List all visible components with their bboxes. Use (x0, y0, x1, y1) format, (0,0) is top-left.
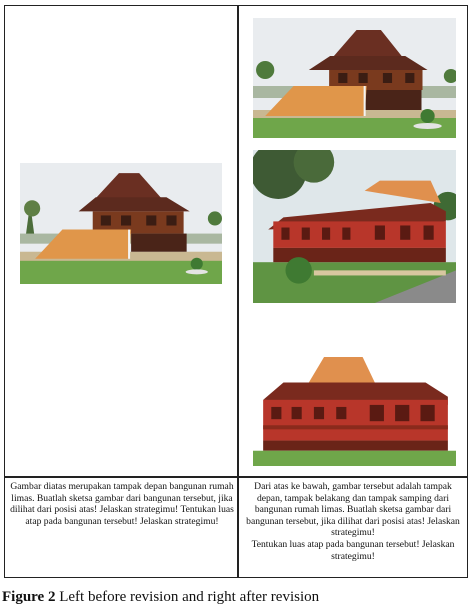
left-task-paragraph: Gambar diatas merupakan tampak depan bangunan rumah limas. Buatlah sketsa gambar dari bangunan tersebut, jika dilihat dari posisi atas! Jelaskan strategimu! Tentukan luas atap pada bangunan tersebut! Jelaskan strategimu! (10, 481, 234, 527)
right-task-paragraph-1: Dari atas ke bawah, gambar tersebut adalah tampak depan, tampak belakang dan tampak samping dari bangunan rumah limas. Buatlah sketsa gambar dari bangunan tersebut, jika dilihat dari posisi atas! Jelaskan strategimu! (246, 481, 460, 539)
column-divider (237, 5, 239, 578)
left-task-text (8, 481, 236, 527)
right-photo-side-view (253, 150, 456, 303)
left-photo-front-view (20, 163, 222, 284)
figure-caption (2, 589, 472, 606)
right-task-text (241, 481, 465, 562)
right-photo-back-view (253, 354, 456, 466)
figure-label: Figure 2 (2, 589, 56, 605)
row-divider (4, 476, 468, 478)
figure-caption-text: Left before revision and right after revision (55, 589, 320, 605)
right-photo-front-view (253, 18, 456, 138)
right-task-paragraph-2: Tentukan luas atap pada bangunan tersebut! Jelaskan strategimu! (251, 538, 455, 562)
